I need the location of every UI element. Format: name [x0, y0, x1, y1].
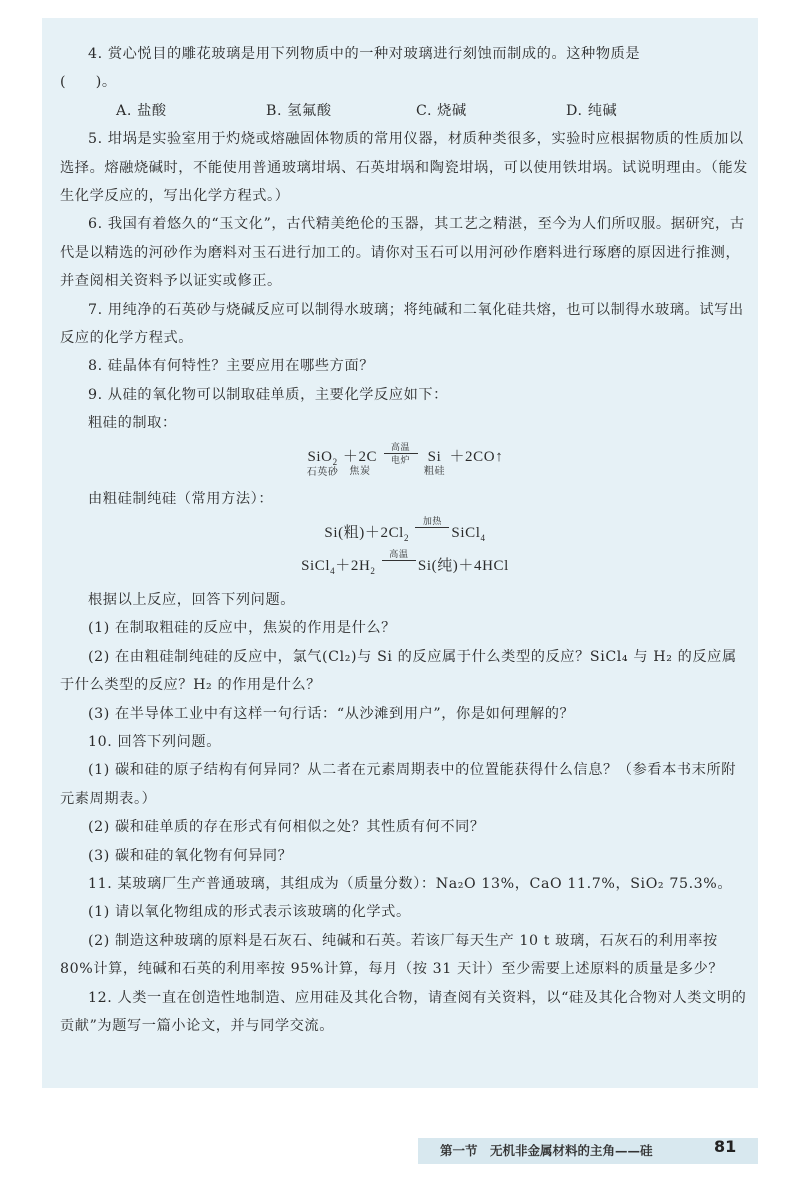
eq3-arrow: 高温 [382, 549, 416, 572]
q11-intro: 11. 某玻璃厂生产普通玻璃，其组成为（质量分数）：Na₂O 13%，CaO 11.7%，SiO₂ 75.3%。 [88, 875, 733, 892]
q8-text: 8. 硅晶体有何特性？主要应用在哪些方面？ [88, 358, 375, 375]
section-title: 第一节 无机非金属材料的主角——硅 [440, 1143, 653, 1158]
q10-sub3: (3) 碳和硅的氧化物有何异同？ [88, 847, 293, 864]
equation-crude-silicon [60, 441, 750, 480]
choice-d: D. 纯碱 [566, 102, 618, 119]
q10-sub2: (2) 碳和硅单质的存在形式有何相似之处？其性质有何不同？ [88, 819, 485, 836]
eq1-si-name: 粗硅 [423, 465, 446, 477]
q7-text: 7. 用纯净的石英砂与烧碱反应可以制得水玻璃；将纯碱和二氧化硅共熔，也可以制得水玻璃。试写出反应的化学方程式。 [60, 301, 744, 347]
q4-text: 4. 赏心悦目的雕花玻璃是用下列物质中的一种对玻璃进行刻蚀而制成的。这种物质是 [88, 46, 641, 62]
eq1-c-name: 焦炭 [349, 465, 371, 477]
crude-silicon-label: 粗硅的制取： [88, 415, 177, 432]
q10-sub1: (1) 碳和硅的原子结构有何异同？从二者在元素周期表中的位置能获得什么信息？（参看本书末所附元素周期表。） [60, 762, 737, 807]
q6-text: 6. 我国有着悠久的“玉文化”，古代精美绝伦的玉器，其工艺之精湛，至今为人们所叹服。据研究，古代是以精选的河砂作为磨料对玉石进行加工的。请你对玉石可以用河砂作磨料进行琢磨的原因进行推测，并查阅相关资料予以证实或修正。 [60, 216, 745, 290]
q5-text: 5. 坩埚是实验室用于灼烧或熔融固体物质的常用仪器，材质种类很多，实验时应根据物质的性质加以选择。熔融烧碱时，不能使用普通玻璃坩埚、石英坩埚和陶瓷坩埚，可以使用铁坩埚。试说明理由。（能发生化学反应的，写出化学方程式。） [60, 131, 748, 205]
equation-chlorination: Si(粗)$+2Cl_2$ 加热 SiCl$_4$ [324, 515, 486, 543]
q12-text: 12. 人类一直在创造性地制造、应用硅及其化合物，请查阅有关资料，以“硅及其化合物对人类文明的贡献”为题写一篇小论文，并与同学交流。 [60, 989, 747, 1034]
q9-intro: 9. 从硅的氧化物可以制取硅单质，主要化学反应如下： [88, 386, 448, 403]
q9-answer-intro: 根据以上反应，回答下列问题。 [88, 591, 296, 608]
q10-intro: 10. 回答下列问题。 [88, 733, 221, 750]
page-number: 81 [714, 1137, 737, 1156]
q11-sub1: (1) 请以氧化物组成的形式表示该玻璃的化学式。 [88, 904, 411, 921]
pure-silicon-label: 由粗硅制纯硅（常用方法）： [88, 491, 274, 508]
eq1-tail: ＋2CO↑ [449, 448, 504, 465]
q9-sub2: (2) 在由粗硅制纯硅的反应中，氯气(Cl₂)与 Si 的反应属于什么类型的反应？SiCl₄ 与 H₂ 的反应属于什么类型的反应？H₂ 的作用是什么？ [60, 648, 737, 694]
choice-a: A. 盐酸 [116, 102, 167, 119]
eq2-arrow: 加热 [415, 516, 449, 539]
q4-blank: ( )。 [60, 74, 117, 91]
eq1-si: Si 粗硅 [423, 448, 446, 477]
q4-choices [116, 97, 750, 125]
q9-sub3: (3) 在半导体工业中有这样一句行话：“从沙滩到用户”，你是如何理解的？ [88, 705, 575, 722]
choice-c: C. 烧碱 [416, 102, 467, 119]
eq1-sio2-name: 石英砂 [306, 467, 339, 479]
choice-b: B. 氢氟酸 [266, 102, 332, 119]
equation-reduction: $SiCl_4+2H_2$ 高温 Si(纯)＋4HCl [301, 548, 509, 576]
eq1-arrow: 高温 电炉 [384, 442, 418, 465]
q11-sub2: (2) 制造这种玻璃的原料是石灰石、纯碱和石英。若该厂每天生产 10 t 玻璃，石灰石的利用率按 80%计算，纯碱和石英的利用率按 95%计算，每月（按 31 天计）至少需要上述原料的质量是多少？ [60, 932, 724, 978]
eq1-sio2: SiO$_2$ 石英砂 [306, 448, 339, 479]
eq1-c: ＋2C 焦炭 [342, 448, 378, 477]
q9-sub1: (1) 在制取粗硅的反应中，焦炭的作用是什么？ [88, 620, 396, 637]
exercise-content [60, 40, 750, 1040]
